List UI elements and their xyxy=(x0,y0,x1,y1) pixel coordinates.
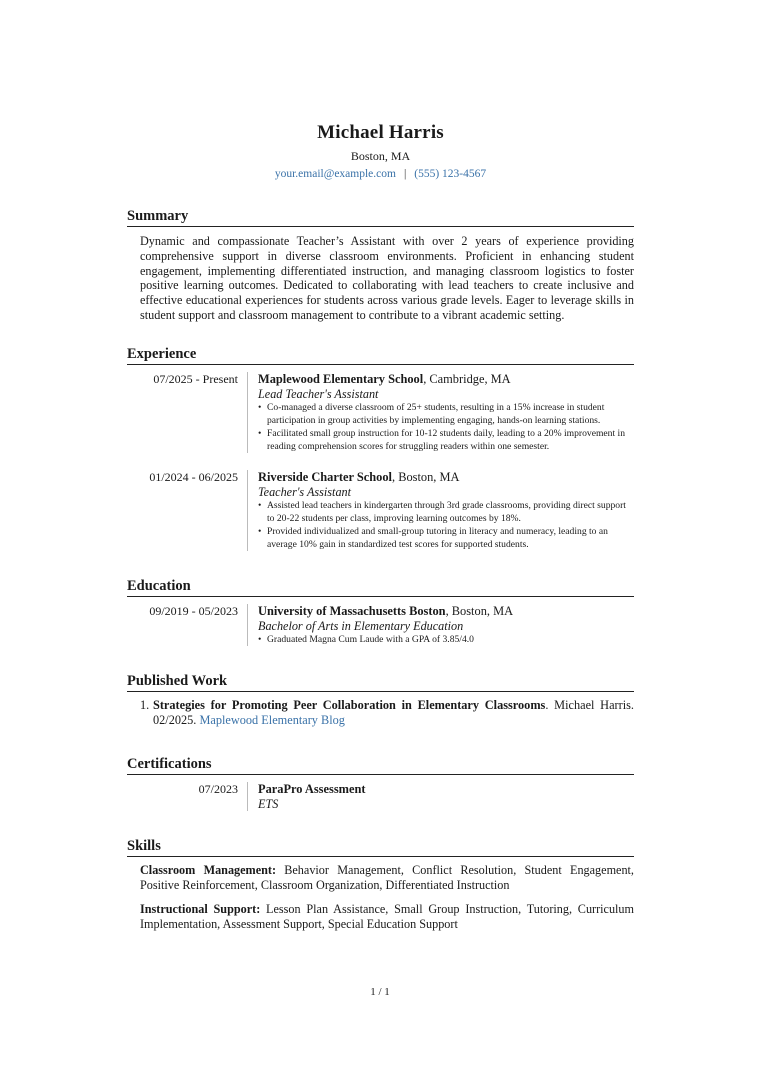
experience-section xyxy=(127,345,634,551)
entry-location: , Boston, MA xyxy=(445,603,514,618)
section-title-published-work: Published Work xyxy=(127,672,634,692)
contact-separator: | xyxy=(403,168,407,180)
skill-group xyxy=(140,863,634,894)
candidate-location: Boston, MA xyxy=(350,149,411,163)
entry-body xyxy=(247,782,634,811)
contact-line xyxy=(127,167,634,181)
skill-group xyxy=(140,902,634,933)
experience-entry xyxy=(127,372,634,453)
entry-date: 07/2023 xyxy=(198,781,238,796)
entry-role: Lead Teacher's Assistant xyxy=(258,386,379,401)
published-work-section xyxy=(127,672,634,729)
page-number: 1 / 1 xyxy=(370,986,390,998)
bullet-item: • Facilitated small group instruction for 10-12 students daily, leading to a 20% improvement in reading comprehension scores for struggling readers within one semester. xyxy=(258,427,634,453)
certification-issuer: ETS xyxy=(258,796,279,811)
publication-title: Strategies for Promoting Peer Collaboration in Elementary Classrooms xyxy=(153,697,546,712)
publication-item xyxy=(140,698,634,729)
education-section xyxy=(127,577,634,646)
entry-degree: Bachelor of Arts in Elementary Education xyxy=(258,618,464,633)
bullet-item: • Assisted lead teachers in kindergarten through 3rd grade classrooms, providing direct support to 20-22 students per class, improving learning outcomes by 18%. xyxy=(258,499,634,525)
entry-body xyxy=(247,470,634,551)
publication-number: 1. xyxy=(140,697,150,712)
publication-text xyxy=(153,698,634,729)
section-title-skills: Skills xyxy=(127,837,634,857)
certification-name: ParaPro Assessment xyxy=(258,781,366,796)
candidate-name: Michael Harris xyxy=(317,122,444,143)
education-entry xyxy=(127,604,634,646)
email-link[interactable]: your.email@example.com xyxy=(274,168,396,180)
certifications-section xyxy=(127,755,634,811)
resume-page xyxy=(127,0,634,933)
entry-bullets xyxy=(258,401,634,453)
entry-bullets xyxy=(258,499,634,551)
skill-group-label: Instructional Support: xyxy=(140,901,261,916)
bullet-item: • Co-managed a diverse classroom of 25+ students, resulting in a 15% increase in student participation in group activities by implementing engaging, hands-on learning stations. xyxy=(258,401,634,427)
entry-org: Maplewood Elementary School xyxy=(258,371,424,386)
entry-org: Riverside Charter School xyxy=(258,469,392,484)
summary-text: Dynamic and compassionate Teacher’s Assistant with over 2 years of experience providing comprehensive support in diverse classroom environments. Proficient in enhancing student engagement, implementing differentiated instruction, and managing classroom logistics to foster positive learning outcomes. Dedicated to collaborating with lead teachers to create inclusive and effective educational experiences for students across various grade levels. Eager to leverage skills in student support and classroom management to contribute to a vibrant academic setting. xyxy=(140,234,634,322)
skill-group-label: Classroom Management: xyxy=(140,862,276,877)
entry-date: 09/2019 - 05/2023 xyxy=(149,603,238,618)
resume-header xyxy=(127,122,634,181)
section-title-education: Education xyxy=(127,577,634,597)
entry-body xyxy=(247,372,634,453)
publication-link[interactable]: Maplewood Elementary Blog xyxy=(199,713,345,728)
entry-location: , Cambridge, MA xyxy=(423,371,511,386)
entry-org: University of Massachusetts Boston xyxy=(258,603,446,618)
entry-bullets xyxy=(258,633,634,646)
bullet-item: • Graduated Magna Cum Laude with a GPA of 3.85/4.0 xyxy=(258,633,634,646)
entry-location: , Boston, MA xyxy=(392,469,460,484)
entry-date: 07/2025 - Present xyxy=(153,371,238,386)
entry-date: 01/2024 - 06/2025 xyxy=(149,469,238,484)
entry-body xyxy=(247,604,634,646)
skills-section xyxy=(127,837,634,933)
entry-org-line xyxy=(258,470,634,485)
entry-org-line xyxy=(258,372,634,387)
bullet-item: • Provided individualized and small-group tutoring in literacy and numeracy, leading to an average 10% gain in standardized test scores for supported students. xyxy=(258,525,634,551)
publication-details: . Michael Harris. 02/2025. xyxy=(153,697,634,728)
skill-group-text: Behavior Management, Conflict Resolution, Student Engagement, Positive Reinforcement, Classroom Organization, Differentiated Instruction xyxy=(140,862,634,893)
phone-link[interactable]: (555) 123-4567 xyxy=(414,168,487,180)
section-title-summary: Summary xyxy=(127,207,634,227)
section-title-experience: Experience xyxy=(127,345,634,365)
certification-entry xyxy=(127,782,634,811)
summary-section xyxy=(127,207,634,323)
experience-entry xyxy=(127,470,634,551)
certification-name-line xyxy=(258,782,634,797)
section-title-certifications: Certifications xyxy=(127,755,634,775)
entry-role: Teacher's Assistant xyxy=(258,484,352,499)
entry-org-line xyxy=(258,604,634,619)
skill-group-text: Lesson Plan Assistance, Small Group Instruction, Tutoring, Curriculum Implementation, Assessment Support, Special Education Support xyxy=(140,901,634,932)
